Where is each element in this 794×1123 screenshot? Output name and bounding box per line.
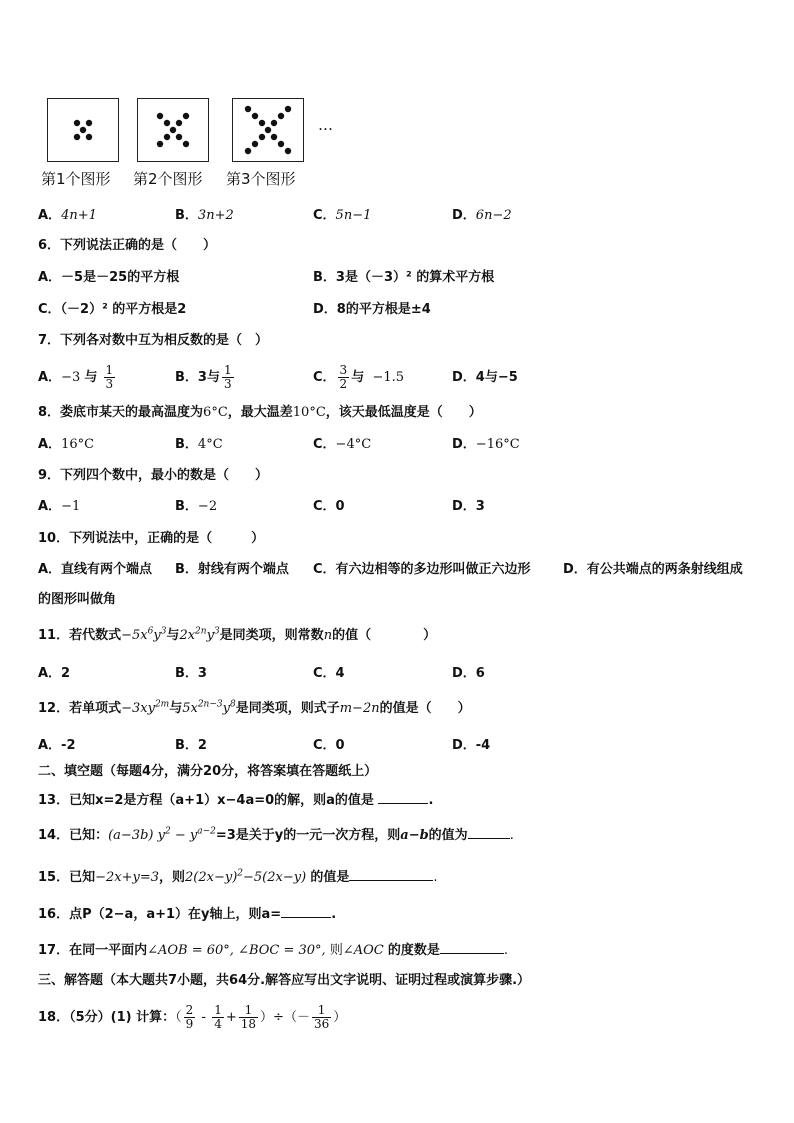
- q10-option-a: A．直线有两个端点: [38, 562, 153, 577]
- section-2-heading: 二、填空题（每题4分，满分20分，将答案填在答题纸上）: [38, 764, 378, 779]
- q15-stem: 15．已知−2x+y=3，则$2(2x-y)^2-5(2x-y)$ 的值是 .: [38, 866, 437, 886]
- section-3-heading: 三、解答题（本大题共7小题，共64分.解答应写出文字说明、证明过程或演算步骤.）: [38, 973, 531, 988]
- q11-option-d: D．6: [452, 666, 485, 681]
- q7-option-a: A．−3 与 $\frac{1}{3}$: [38, 363, 114, 391]
- q5-option-d: D．6n−2: [452, 208, 512, 223]
- q5-option-c: C．5n−1: [313, 208, 372, 223]
- q12-stem: 12．若单项式$-3xy^{2m}$与$5x^{2n-3}y^8$是同类项，则式子m−2n的值是（ ）: [38, 699, 471, 716]
- q5-option-a: A．4n+1: [38, 208, 97, 223]
- figure-3-dots: [233, 99, 303, 161]
- q7-option-d: D．4与−5: [452, 370, 518, 385]
- figure-1-box: [47, 98, 119, 162]
- q6-option-d: D．8的平方根是±4: [313, 302, 431, 317]
- q12-option-a: A．-2: [38, 738, 76, 753]
- q9-option-d: D．3: [452, 499, 485, 514]
- figure-2-box: [137, 98, 209, 162]
- q18-stem: 18．（5分）(1) 计算：（ $\frac{2}{9}$ - $\frac{1}{4}$ + $\frac{1}{18}$ ）÷（－ $\frac{1}{36}$ ）: [38, 1003, 347, 1031]
- q11-option-a: A．2: [38, 666, 71, 681]
- q6-option-c: C．（－2）² 的平方根是2: [38, 302, 187, 317]
- q11-option-b: B．3: [175, 666, 207, 681]
- figure-1-caption: 第1个图形: [41, 170, 111, 188]
- q6-option-b: B．3是（－3）² 的算术平方根: [313, 270, 495, 285]
- q8-option-c: C．−4°C: [313, 437, 372, 452]
- q7-option-b: B．3与 $\frac{1}{3}$: [175, 363, 232, 391]
- q14-stem: 14．已知：(a−3b) $y^2 - y^{a-2}=3$是关于y的一元一次方程，则a−b的值为 .: [38, 824, 514, 844]
- q11-option-c: C．4: [313, 666, 345, 681]
- q9-option-c: C．0: [313, 499, 345, 514]
- q6-option-a: A．－5是－25的平方根: [38, 270, 180, 285]
- figure-1-dots: [48, 99, 118, 161]
- q13-stem: 13．已知x=2是方程（a+1）x−4a=0的解，则a的值是 .: [38, 789, 433, 809]
- q16-stem: 16．点P（2−a，a+1）在y轴上，则a= .: [38, 903, 336, 923]
- figure-2-caption: 第2个图形: [133, 170, 203, 188]
- q6-stem: 6．下列说法正确的是（ ）: [38, 238, 217, 253]
- figure-2-dots: [138, 99, 208, 161]
- figure-3-box: [232, 98, 304, 162]
- q8-option-d: D．−16°C: [452, 437, 520, 452]
- figure-ellipsis: …: [318, 116, 333, 134]
- q17-stem: 17．在同一平面内∠AOB = 60°, ∠BOC = 30°, 则∠AOC 的度数是 .: [38, 939, 508, 959]
- q12-option-d: D．-4: [452, 738, 491, 753]
- q12-option-c: C．0: [313, 738, 345, 753]
- q5-option-b: B．3n+2: [175, 208, 234, 223]
- q10-option-b: B．射线有两个端点: [175, 562, 289, 577]
- q9-stem: 9．下列四个数中，最小的数是（ ）: [38, 468, 269, 483]
- q9-option-a: A．−1: [38, 499, 81, 514]
- q10-option-c: C．有六边相等的多边形叫做正六边形: [313, 562, 531, 577]
- q9-option-b: B．−2: [175, 499, 218, 514]
- q8-option-a: A．16°C: [38, 437, 95, 452]
- q10-option-d-cont: 的图形叫做角: [38, 592, 117, 607]
- q8-option-b: B．4°C: [175, 437, 223, 452]
- q8-stem: 8．娄底市某天的最高温度为6°C，最大温差10°C，该天最低温度是（ ）: [38, 405, 482, 420]
- q11-stem: 11．若代数式$-5x^6y^3$与$2x^{2n}y^3$是同类项，则常数n的值（ ）: [38, 626, 437, 643]
- q10-option-d: D．有公共端点的两条射线组成: [563, 562, 743, 577]
- q10-stem: 10．下列说法中，正确的是（ ）: [38, 531, 265, 546]
- q12-option-b: B．2: [175, 738, 207, 753]
- figure-3-caption: 第3个图形: [226, 170, 296, 188]
- q7-stem: 7．下列各对数中互为相反数的是（ ）: [38, 333, 269, 348]
- q7-option-c: C． $\frac{3}{2}$ 与 −1.5: [313, 363, 405, 391]
